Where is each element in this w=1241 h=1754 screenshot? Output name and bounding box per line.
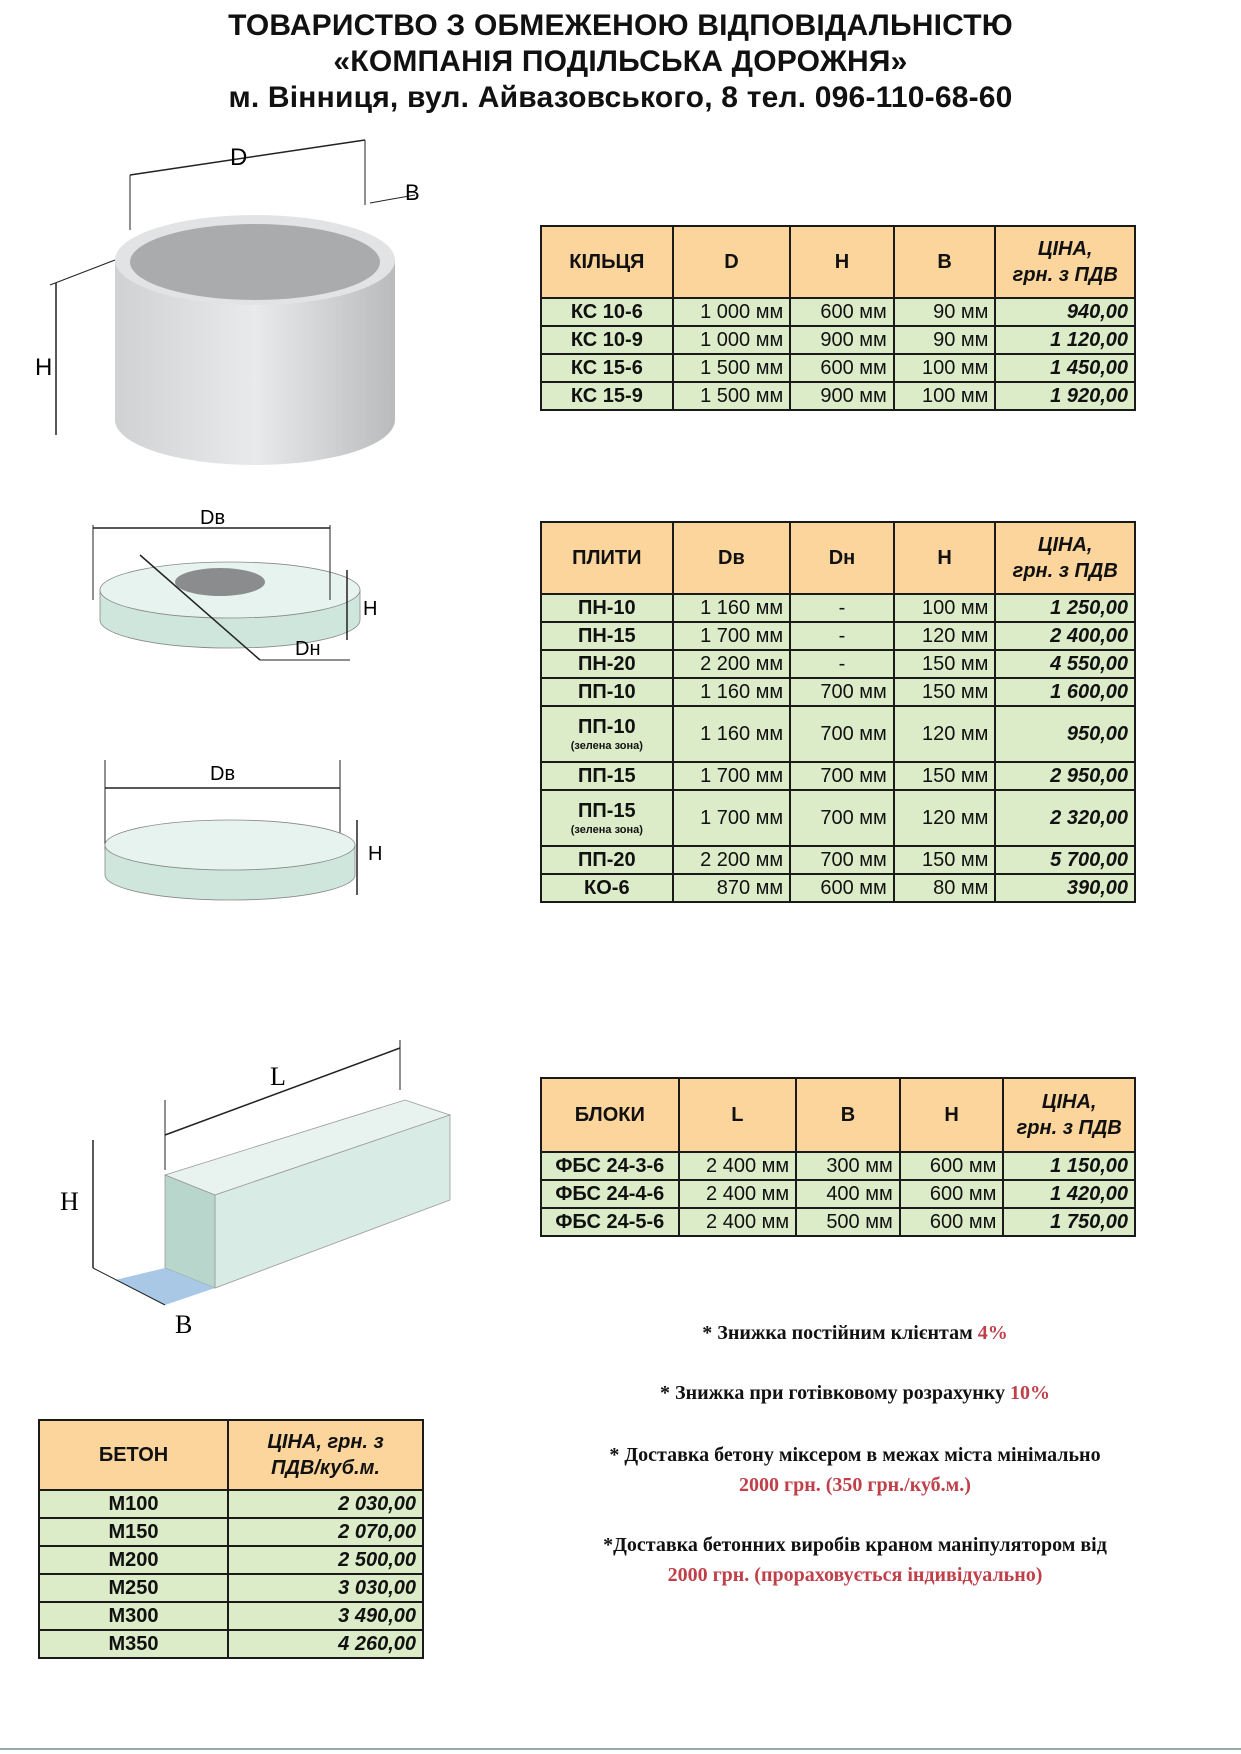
block-b: 400 мм — [796, 1180, 900, 1208]
concrete-price: 2 030,00 — [228, 1490, 423, 1518]
ring-b: 90 мм — [894, 326, 996, 354]
block-b: 300 мм — [796, 1152, 900, 1180]
concrete-grade: М300 — [39, 1602, 228, 1630]
slab-dn: 700 мм — [790, 706, 894, 762]
slab-h: 100 мм — [894, 594, 996, 622]
company-name: «КОМПАНІЯ ПОДІЛЬСЬКА ДОРОЖНЯ» — [333, 45, 908, 78]
slab-code-text: ПП-10 — [578, 716, 636, 738]
slab-dn: - — [790, 594, 894, 622]
slab-code — [541, 762, 673, 790]
block-price: 1 750,00 — [1003, 1208, 1135, 1236]
table-row — [39, 1546, 423, 1574]
table-row — [541, 874, 1135, 902]
slab-dv: 2 200 мм — [673, 846, 791, 874]
ring-d: 1 500 мм — [673, 382, 791, 410]
cover-label-dv: Dв — [210, 763, 236, 785]
ring-d: 1 000 мм — [673, 298, 791, 326]
slabs-table — [540, 521, 1136, 903]
rings-col-h: H — [790, 226, 894, 298]
slab-dv: 2 200 мм — [673, 650, 791, 678]
table-row — [39, 1574, 423, 1602]
ring-h: 600 мм — [790, 298, 894, 326]
slab-code — [541, 594, 673, 622]
blocks-col-price — [1003, 1078, 1135, 1152]
slab-code — [541, 650, 673, 678]
slab-code — [541, 790, 673, 846]
ring-code: КС 15-6 — [541, 354, 673, 382]
table-row — [541, 1180, 1135, 1208]
table-row — [541, 678, 1135, 706]
block-label-l: L — [270, 1062, 286, 1091]
slab-label-dv: Dв — [200, 507, 226, 529]
ring-code: КС 10-6 — [541, 298, 673, 326]
price-unit: грн. з ПДВ — [1012, 264, 1118, 286]
concrete-grade: М100 — [39, 1490, 228, 1518]
slab-code-text: КО-6 — [584, 877, 630, 899]
price-label: ЦІНА, — [1041, 1091, 1097, 1113]
ring-h: 900 мм — [790, 382, 894, 410]
cover-label-h: H — [368, 843, 383, 865]
ring-b: 90 мм — [894, 298, 996, 326]
slab-dn: - — [790, 622, 894, 650]
table-row — [541, 326, 1135, 354]
table-row — [39, 1490, 423, 1518]
price-label: ЦІНА, грн. з — [267, 1431, 384, 1453]
slab-h: 150 мм — [894, 846, 996, 874]
table-row — [541, 650, 1135, 678]
block-h: 600 мм — [900, 1180, 1004, 1208]
note-value: 10% — [1009, 1382, 1050, 1404]
ring-d: 1 000 мм — [673, 326, 791, 354]
slab-dn: 700 мм — [790, 846, 894, 874]
concrete-col-name: БЕТОН — [39, 1420, 228, 1490]
block-b: 500 мм — [796, 1208, 900, 1236]
price-label: ЦІНА, — [1037, 534, 1093, 556]
slab-price: 5 700,00 — [995, 846, 1135, 874]
slab-code-text: ПН-15 — [577, 625, 636, 647]
block-l: 2 400 мм — [679, 1152, 797, 1180]
concrete-price: 3 030,00 — [228, 1574, 423, 1602]
table-row — [541, 622, 1135, 650]
concrete-price: 3 490,00 — [228, 1602, 423, 1630]
concrete-price: 2 070,00 — [228, 1518, 423, 1546]
table-row — [541, 594, 1135, 622]
delivery-note-mixer — [505, 1440, 1205, 1500]
table-row — [39, 1630, 423, 1658]
slabs-col-price — [995, 522, 1135, 594]
concrete-price: 4 260,00 — [228, 1630, 423, 1658]
company-header — [0, 8, 1241, 116]
price-unit: ПДВ/куб.м. — [271, 1457, 380, 1479]
concrete-col-price — [228, 1420, 423, 1490]
note-value: 2000 грн. (прораховується індивідуально) — [667, 1564, 1043, 1586]
table-row — [541, 706, 1135, 762]
slab-code-note: (зелена зона) — [570, 824, 643, 836]
ring-price: 1 920,00 — [995, 382, 1135, 410]
slab-price: 1 250,00 — [995, 594, 1135, 622]
slab-h: 120 мм — [894, 622, 996, 650]
company-type: ТОВАРИСТВО З ОБМЕЖЕНОЮ ВІДПОВІДАЛЬНІСТЮ — [228, 9, 1013, 42]
slabs-col-name: ПЛИТИ — [541, 522, 673, 594]
slab-h: 150 мм — [894, 678, 996, 706]
slab-dv: 1 160 мм — [673, 678, 791, 706]
slab-price: 390,00 — [995, 874, 1135, 902]
rings-table — [540, 225, 1136, 411]
slab-price: 950,00 — [995, 706, 1135, 762]
block-code: ФБС 24-5-6 — [541, 1208, 679, 1236]
concrete-table — [38, 1419, 424, 1659]
ring-price: 1 120,00 — [995, 326, 1135, 354]
slab-label-dn: Dн — [295, 638, 321, 660]
slab-dn: 700 мм — [790, 678, 894, 706]
slabs-header-row — [541, 522, 1135, 594]
table-row — [541, 846, 1135, 874]
slab-code — [541, 846, 673, 874]
table-row — [39, 1602, 423, 1630]
slab-code-text: ПП-15 — [578, 800, 636, 822]
blocks-col-h: H — [900, 1078, 1004, 1152]
slab-code-text: ПП-15 — [578, 765, 636, 787]
table-row — [541, 790, 1135, 846]
table-row — [541, 298, 1135, 326]
slab-dv: 1 160 мм — [673, 594, 791, 622]
slab-price: 1 600,00 — [995, 678, 1135, 706]
table-row — [541, 354, 1135, 382]
slab-h: 150 мм — [894, 650, 996, 678]
slab-code-text: ПН-10 — [577, 597, 636, 619]
ring-price: 940,00 — [995, 298, 1135, 326]
cover-drawing — [100, 760, 430, 960]
slab-price: 2 320,00 — [995, 790, 1135, 846]
concrete-grade: М350 — [39, 1630, 228, 1658]
price-label: ЦІНА, — [1037, 238, 1093, 260]
slab-h: 120 мм — [894, 706, 996, 762]
slab-drawing — [75, 507, 445, 760]
slab-dn: 700 мм — [790, 790, 894, 846]
slabs-col-h: H — [894, 522, 996, 594]
ring-d: 1 500 мм — [673, 354, 791, 382]
concrete-grade: М200 — [39, 1546, 228, 1574]
rings-col-price — [995, 226, 1135, 298]
slab-code-text: ПП-20 — [578, 849, 636, 871]
ring-h: 900 мм — [790, 326, 894, 354]
block-code: ФБС 24-3-6 — [541, 1152, 679, 1180]
discount-note-regular — [505, 1318, 1205, 1348]
slab-code — [541, 678, 673, 706]
price-unit: грн. з ПДВ — [1012, 560, 1118, 582]
slab-code — [541, 622, 673, 650]
block-code: ФБС 24-4-6 — [541, 1180, 679, 1208]
slab-h: 120 мм — [894, 790, 996, 846]
block-label-b: B — [175, 1310, 193, 1339]
ring-price: 1 450,00 — [995, 354, 1135, 382]
concrete-header-row — [39, 1420, 423, 1490]
rings-col-d: D — [673, 226, 791, 298]
note-text: *Доставка бетонних виробів краном маніпулятором від — [603, 1534, 1107, 1556]
slab-dv: 1 700 мм — [673, 790, 791, 846]
slab-label-h: H — [363, 598, 378, 620]
ring-code: КС 10-9 — [541, 326, 673, 354]
slab-h: 150 мм — [894, 762, 996, 790]
note-value: 2000 грн. (350 грн./куб.м.) — [739, 1474, 971, 1496]
concrete-grade: М150 — [39, 1518, 228, 1546]
blocks-col-name: БЛОКИ — [541, 1078, 679, 1152]
slab-code-text: ПН-20 — [577, 653, 636, 675]
ring-label-h: H — [35, 354, 53, 381]
note-text: * Доставка бетону міксером в межах міста мінімально — [609, 1444, 1101, 1466]
ring-h: 600 мм — [790, 354, 894, 382]
slab-dv: 1 160 мм — [673, 706, 791, 762]
ring-code: КС 15-9 — [541, 382, 673, 410]
concrete-grade: М250 — [39, 1574, 228, 1602]
ring-b: 100 мм — [894, 382, 996, 410]
slab-dv: 870 мм — [673, 874, 791, 902]
ring-drawing — [30, 135, 460, 515]
block-label-h: H — [60, 1187, 79, 1216]
delivery-note-crane — [505, 1530, 1205, 1590]
slab-dn: 600 мм — [790, 874, 894, 902]
blocks-header-row — [541, 1078, 1135, 1152]
block-drawing — [55, 1040, 475, 1340]
rings-col-b: B — [894, 226, 996, 298]
slab-code-note: (зелена зона) — [570, 740, 643, 752]
block-price: 1 420,00 — [1003, 1180, 1135, 1208]
discount-note-cash — [505, 1378, 1205, 1408]
ring-b: 100 мм — [894, 354, 996, 382]
table-row — [541, 1208, 1135, 1236]
note-text: * Знижка при готівковому розрахунку — [660, 1382, 1010, 1404]
slab-price: 4 550,00 — [995, 650, 1135, 678]
slabs-col-dn: Dн — [790, 522, 894, 594]
slab-code — [541, 874, 673, 902]
slab-dv: 1 700 мм — [673, 622, 791, 650]
page-bottom-line — [0, 1748, 1241, 1750]
block-l: 2 400 мм — [679, 1208, 797, 1236]
block-l: 2 400 мм — [679, 1180, 797, 1208]
slabs-col-dv: Dв — [673, 522, 791, 594]
ring-label-d: D — [230, 144, 248, 171]
ring-label-b: B — [405, 180, 420, 205]
blocks-table — [540, 1077, 1136, 1237]
slab-code-text: ПП-10 — [578, 681, 636, 703]
slab-price: 2 950,00 — [995, 762, 1135, 790]
slab-dn: - — [790, 650, 894, 678]
note-value: 4% — [977, 1322, 1008, 1344]
slab-code — [541, 706, 673, 762]
slab-dn: 700 мм — [790, 762, 894, 790]
price-unit: грн. з ПДВ — [1016, 1117, 1122, 1139]
rings-header-row — [541, 226, 1135, 298]
blocks-col-b: B — [796, 1078, 900, 1152]
blocks-col-l: L — [679, 1078, 797, 1152]
block-h: 600 мм — [900, 1152, 1004, 1180]
slab-price: 2 400,00 — [995, 622, 1135, 650]
table-row — [541, 762, 1135, 790]
slab-h: 80 мм — [894, 874, 996, 902]
table-row — [39, 1518, 423, 1546]
slab-dv: 1 700 мм — [673, 762, 791, 790]
table-row — [541, 1152, 1135, 1180]
table-row — [541, 382, 1135, 410]
block-price: 1 150,00 — [1003, 1152, 1135, 1180]
concrete-price: 2 500,00 — [228, 1546, 423, 1574]
company-address: м. Вінниця, вул. Айвазовського, 8 тел. 096-110-68-60 — [228, 81, 1013, 114]
block-h: 600 мм — [900, 1208, 1004, 1236]
note-text: * Знижка постійним клієнтам — [702, 1322, 978, 1344]
rings-col-name: КІЛЬЦЯ — [541, 226, 673, 298]
